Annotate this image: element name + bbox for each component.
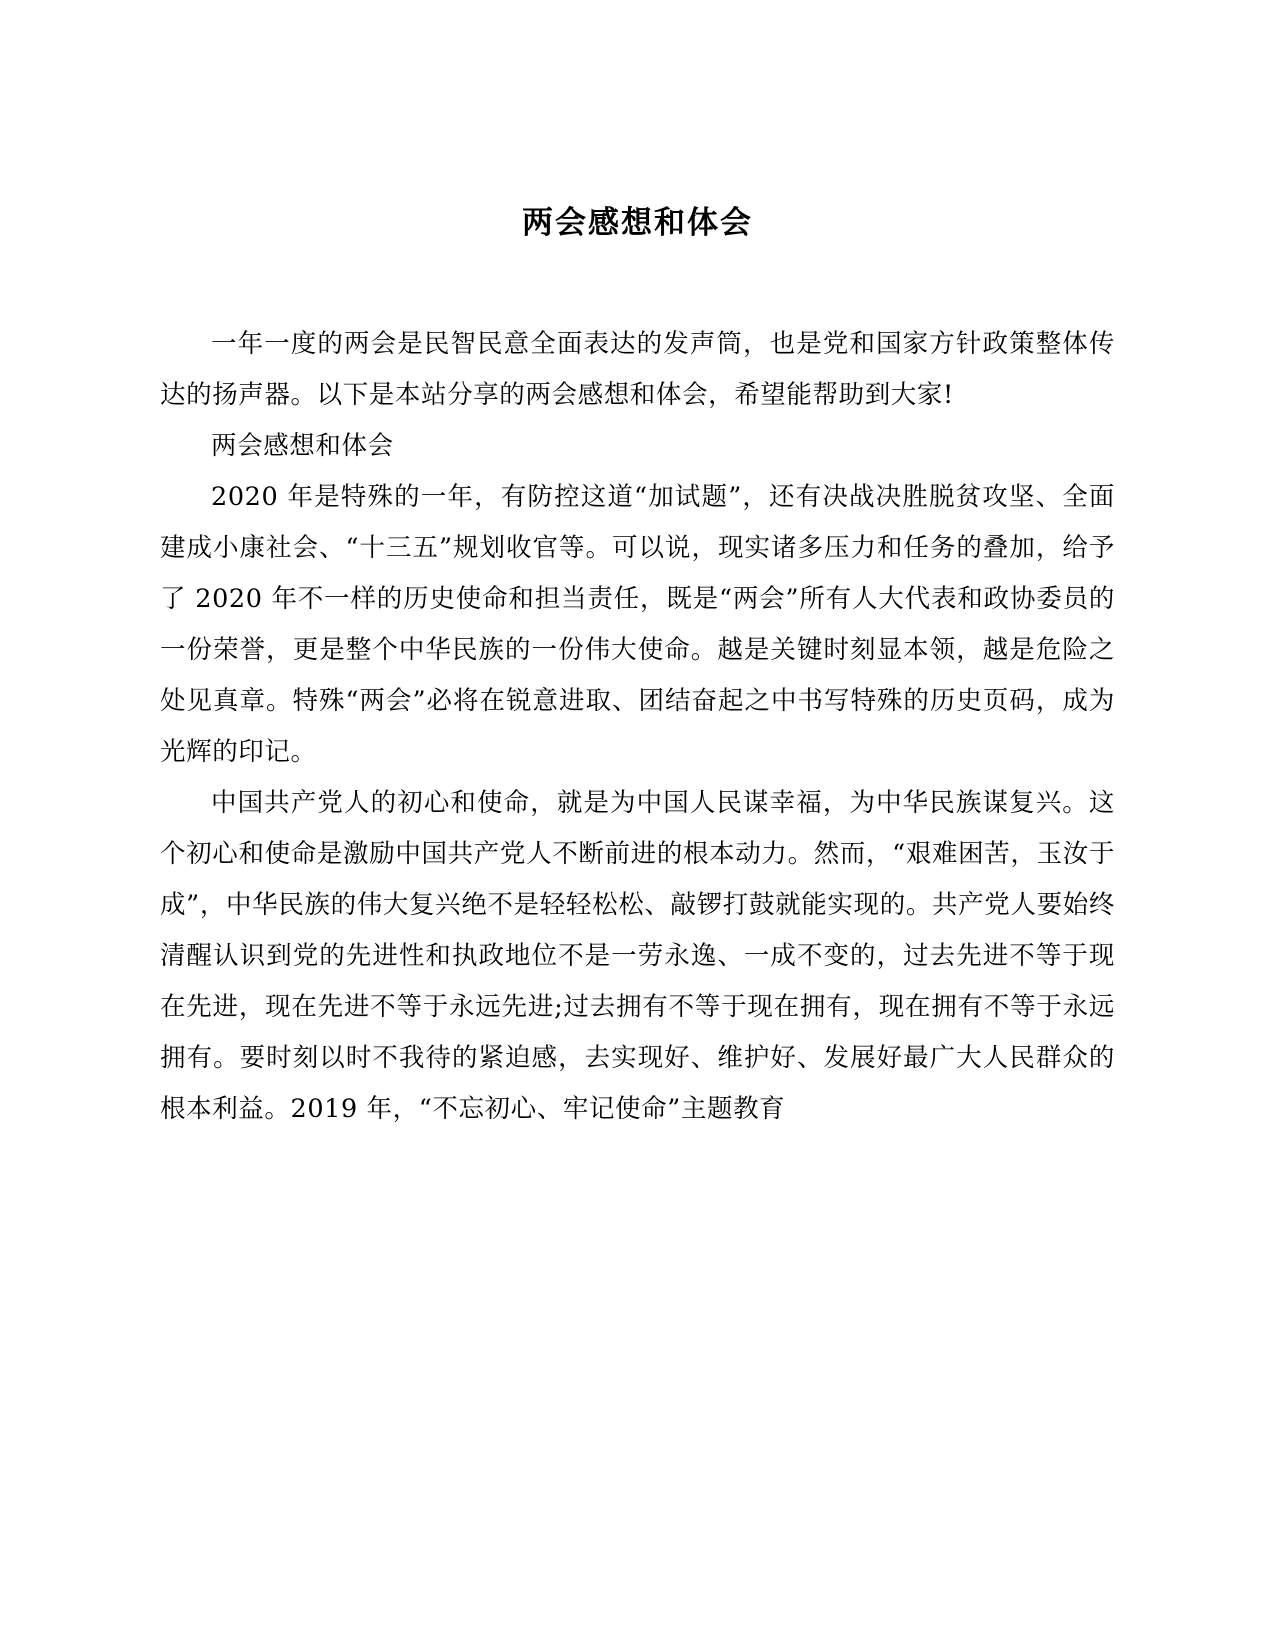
paragraph-subheading: 两会感想和体会 — [211, 431, 394, 462]
paragraph-intro: 一年一度的两会是民智民意全面表达的发声筒，也是党和国家方针政策整体传达的扬声器。以下是本站分享的两会感想和体会，希望能帮助到大家! — [160, 329, 1115, 411]
page-title: 两会感想和体会 — [522, 205, 753, 241]
document-body — [160, 319, 1115, 1135]
paragraph-1: 2020 年是特殊的一年，有防控这道“加试题”，还有决战决胜脱贫攻坚、全面建成小康社会、“十三五”规划收官等。可以说，现实诸多压力和任务的叠加，给予了 2020 年不一样的历史使命和担当责任，既是“两会”所有人大代表和政协委员的一份荣誉，更是整个中华民族的一份伟大使命。越是关键时刻显本领，越是危险之处见真章。特殊“两会”必将在锐意进取、团结奋起之中书写特殊的历史页码，成为光辉的印记。 — [160, 482, 1115, 768]
paragraph-2: 中国共产党人的初心和使命，就是为中国人民谋幸福，为中华民族谋复兴。这个初心和使命是激励中国共产党人不断前进的根本动力。然而，“艰难困苦，玉汝于成”，中华民族的伟大复兴绝不是轻轻松松、敲锣打鼓就能实现的。共产党人要始终清醒认识到党的先进性和执政地位不是一劳永逸、一成不变的，过去先进不等于现在先进，现在先进不等于永远先进;过去拥有不等于现在拥有，现在拥有不等于永远拥有。要时刻以时不我待的紧迫感，去实现好、维护好、发展好最广大人民群众的根本利益。2019 年，“不忘初心、牢记使命”主题教育 — [160, 788, 1115, 1125]
